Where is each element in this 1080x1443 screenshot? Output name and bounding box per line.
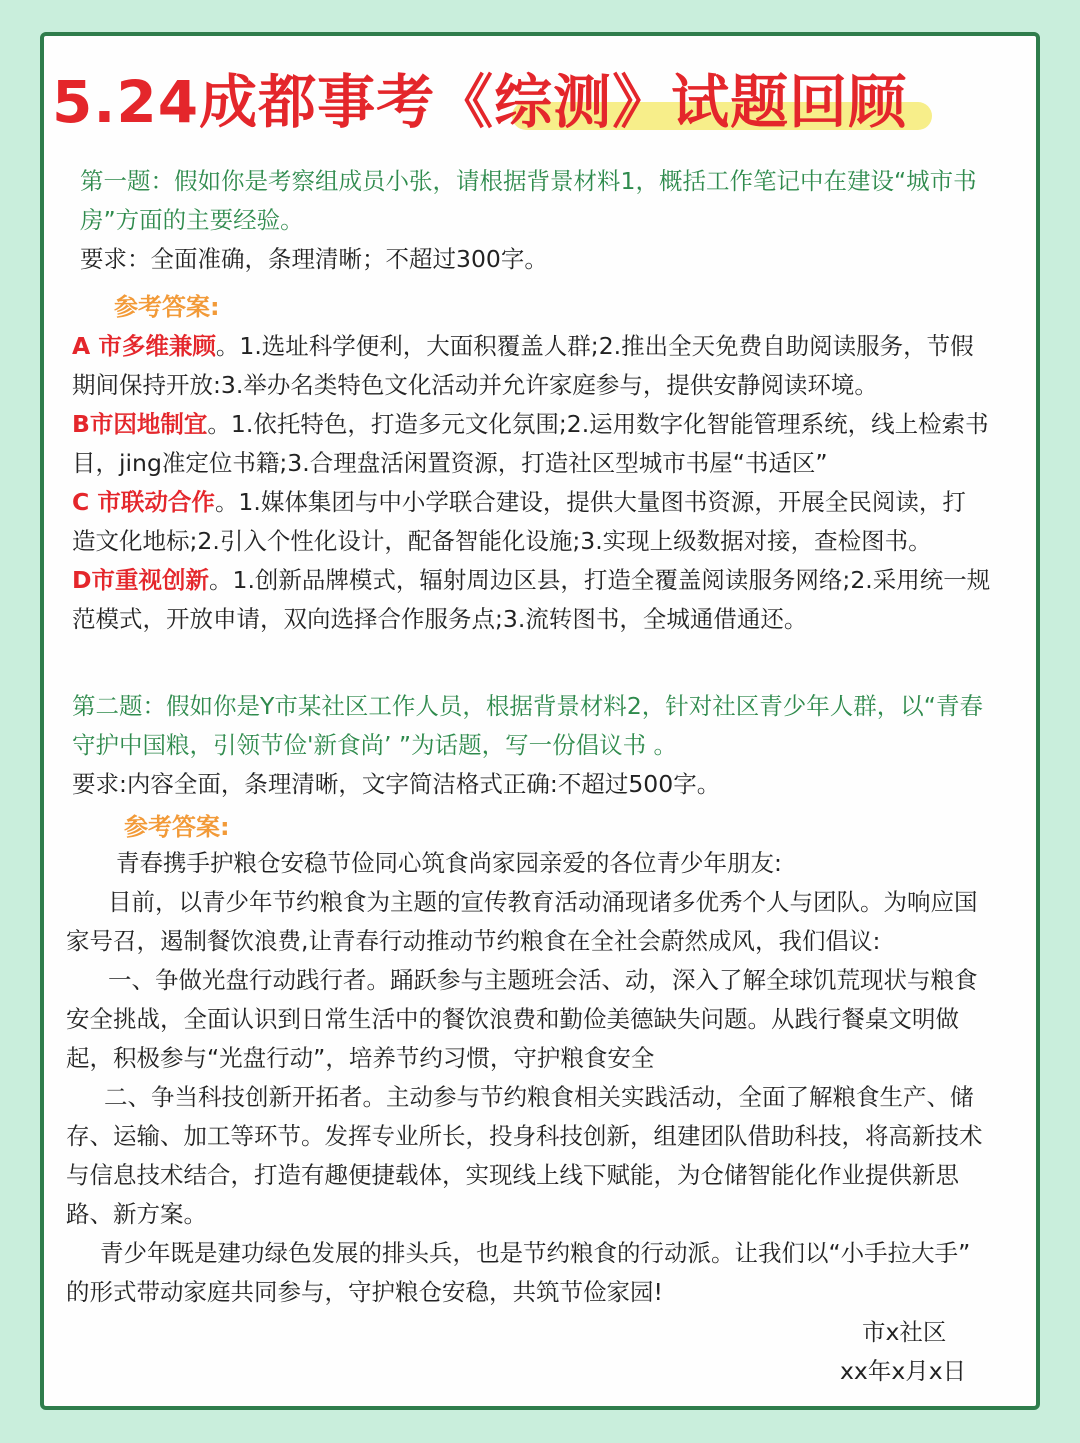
letter-paragraph-line: 的形式带动家庭共同参与，守护粮仓安稳，共筑节俭家园! [66,1278,663,1306]
question-2-requirement: 要求:内容全面，条理清晰，文字简洁格式正确:不超过500字。 [72,770,721,798]
letter-paragraph-line: 起，积极参与“光盘行动”，培养节约习惯，守护粮食安全 [66,1044,655,1072]
answer-d-line-2: 范模式，开放申请，双向选择合作服务点;3.流转图书，全城通借通还。 [72,605,808,633]
answer-a-text-1: 。1.选址科学便利，大面积覆盖人群;2.推出全天免费自助阅读服务，节假 [215,332,974,360]
question-1-line-2: 房”方面的主要经验。 [80,206,304,234]
letter-paragraph-line: 青少年既是建功绿色发展的排头兵，也是节约粮食的行动派。让我们以“小手拉大手” [100,1239,971,1267]
letter-greeting: 青春携手护粮仓安稳节俭同心筑食尚家园亲爱的各位青少年朋友: [116,849,782,877]
answer-b-line-1 [72,409,989,439]
letter-paragraph-line: 家号召，遏制餐饮浪费,让青春行动推动节约粮食在全社会蔚然成风，我们倡议: [66,927,881,955]
answer-d-line-1 [72,565,990,595]
answer-d-label: D市重视创新 [72,566,210,594]
letter-date: xx年x月x日 [840,1357,967,1385]
letter-paragraph-line: 二、争当科技创新开拓者。主动参与节约粮食相关实践活动，全面了解粮食生产、储 [104,1083,974,1111]
letter-paragraph-line: 一、争做光盘行动践行者。踊跃参与主题班会活、动，深入了解全球饥荒现状与粮食 [108,966,978,994]
question-2-line-2: 守护中国粮，引领节俭'新食尚’ ”为话题，写一份倡议书 。 [72,731,678,759]
letter-paragraph-line: 路、新方案。 [66,1200,207,1228]
answer-c-line-1 [72,487,966,517]
answer-c-line-2: 造文化地标;2.引入个性化设计，配备智能化设施;3.实现上级数据对接，查检图书。 [72,527,932,555]
letter-paragraph-line: 与信息技术结合，打造有趣便捷载体，实现线上线下赋能，为仓储智能化作业提供新思 [66,1161,959,1189]
question-2-line-1: 第二题：假如你是Y市某社区工作人员，根据背景材料2，针对社区青少年人群，以“青春 [72,692,983,720]
letter-paragraph-line: 存、运输、加工等环节。发挥专业所长，投身科技创新，组建团队借助科技，将高新技术 [66,1122,983,1150]
letter-paragraph-line: 目前，以青少年节约粮食为主题的宣传教育活动涌现诸多优秀个人与团队。为响应国 [108,888,978,916]
letter-paragraph-line: 安全挑战，全面认识到日常生活中的餐饮浪费和勤俭美德缺失问题。从践行餐桌文明做 [66,1005,959,1033]
page-title: 5.24成都事考《综测》试题回顾 [52,68,908,136]
answer-a-line-1 [72,331,974,361]
answer-b-label: B市因地制宜 [72,410,208,438]
answer-1-header: 参考答案: [114,293,220,321]
answer-c-text-1: 。1.媒体集团与中小学联合建设，提供大量图书资源，开展全民阅读，打 [214,488,966,516]
answer-a-line-2: 期间保持开放:3.举办名类特色文化活动并允许家庭参与，提供安静阅读环境。 [72,371,878,399]
question-1-requirement: 要求：全面准确，条理清晰；不超过300字。 [80,245,548,273]
answer-b-line-2: 目，jing准定位书籍;3.合理盘活闲置资源，打造社区型城市书屋“书适区” [72,449,828,477]
title-area [52,62,1036,142]
answer-2-header: 参考答案: [124,813,230,841]
answer-a-label: A 市多维兼顾 [72,332,216,360]
answer-d-text-1: 。1.创新品牌模式，辐射周边区县，打造全覆盖阅读服务网络;2.采用统一规 [209,566,991,594]
question-1-line-1: 第一题：假如你是考察组成员小张，请根据背景材料1，概括工作笔记中在建设“城市书 [80,167,977,195]
answer-c-label: C 市联动合作 [72,488,215,516]
answer-b-text-1: 。1.依托特色，打造多元文化氛围;2.运用数字化智能管理系统，线上检索书 [207,410,989,438]
letter-signature: 市x社区 [862,1318,947,1346]
